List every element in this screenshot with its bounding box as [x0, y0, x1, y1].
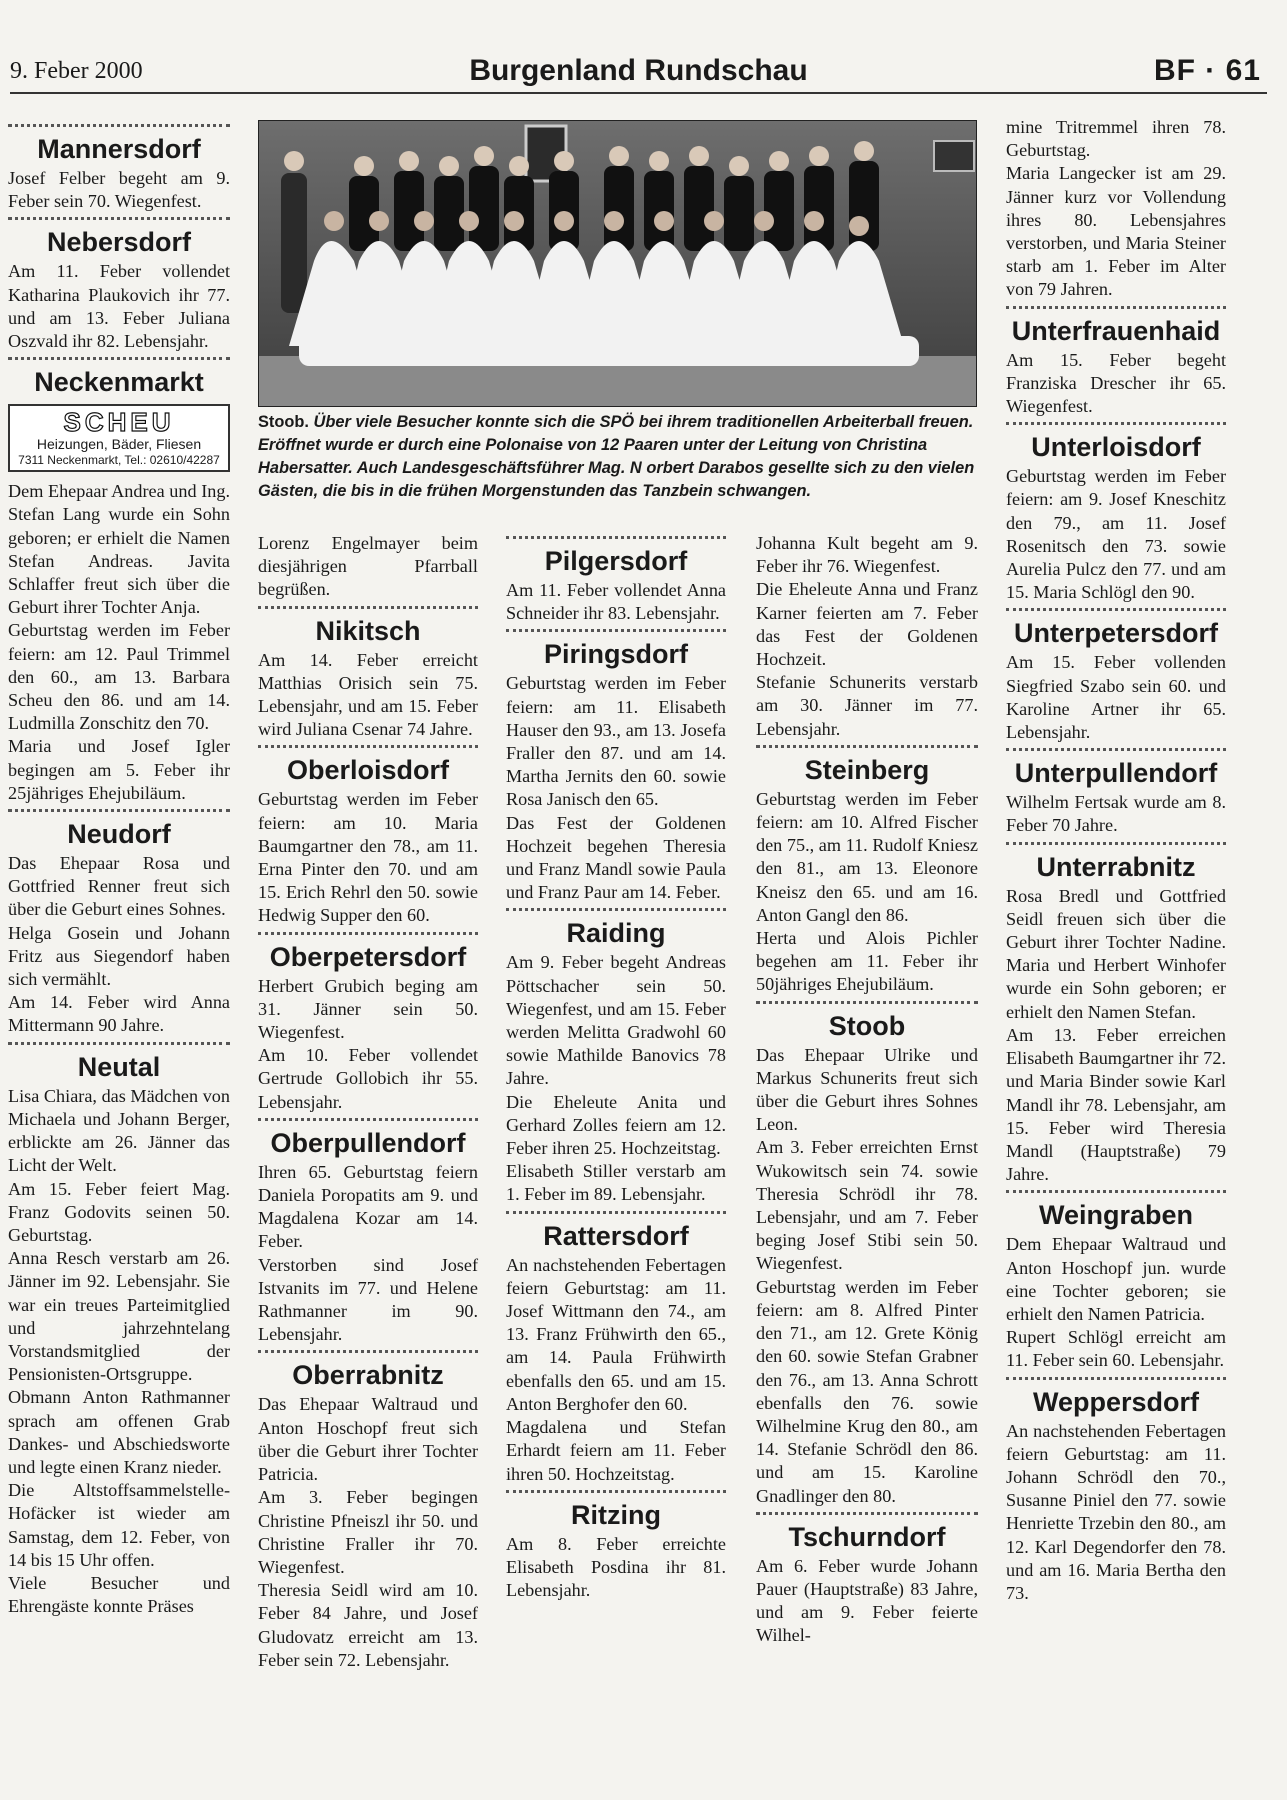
- column-2: [258, 532, 478, 1672]
- ball-photo: [258, 120, 977, 407]
- news-text: Johanna Kult begeht am 9. Feber ihr 76. Wiegenfest.: [756, 533, 978, 577]
- news-text: Theresia Seidl wird am 10. Feber 84 Jahre, und Josef Gludovatz erreicht am 13. Feber sein 72. Lebensjahr.: [258, 1580, 478, 1670]
- divider: [506, 1211, 726, 1214]
- news-text: Rosa Bredl und Gottfried Seidl freuen sich über die Geburt ihrer Tochter Nadine. Maria und Herbert Winhofer wurde ein Sohn geboren; er erhielt den Namen Stefan.: [1006, 885, 1226, 1022]
- place-heading: Nebersdorf: [46, 227, 192, 258]
- divider: [258, 1118, 478, 1121]
- place-heading: Stoob: [828, 1010, 906, 1041]
- news-text: Geburtstag werden im Feber feiern: am 12. Paul Trimmel den 60., am 13. Barbara Scheu den 86. und am 14. Ludmilla Zonschitz den 70.: [8, 620, 230, 734]
- divider: [506, 908, 726, 911]
- issue-date: 9. Feber 2000: [10, 58, 143, 84]
- divider: [8, 1042, 230, 1045]
- place-heading: Unterrabnitz: [1036, 851, 1196, 882]
- divider: [8, 357, 230, 360]
- divider: [1006, 748, 1226, 751]
- place-heading: Weingraben: [1038, 1200, 1194, 1231]
- place-heading: Oberpullendorf: [270, 1127, 466, 1158]
- news-text: Am 13. Feber erreichen Elisabeth Baumgartner ihr 72. und Maria Binder sowie Karl Mandl ihr 78. Lebensjahr, am 15. Feber wird Theresia Mandl (Hauptstraße) 79 Jahre.: [1006, 1024, 1226, 1185]
- ad-brand: SCHEU: [63, 407, 175, 438]
- caption-place: Stoob.: [258, 413, 309, 431]
- news-text: Das Fest der Goldenen Hochzeit begehen Theresia und Franz Mandl sowie Paula und Franz Paur am 14. Feber.: [506, 812, 726, 903]
- news-text: Das Ehepaar Waltraud und Anton Hoschopf freut sich über die Geburt ihrer Tochter Patricia.: [258, 1394, 478, 1485]
- news-text: Am 15. Feber feiert Mag. Franz Godovits seinen 50. Geburtstag.: [8, 1178, 230, 1245]
- news-text: Am 3. Feber erreichten Ernst Wukowitsch sein 74. sowie Theresia Schrödl ihr 78. Lebensjahr, und am 7. Feber beging Josef Stibi sein 50. Wiegenfest.: [756, 1137, 978, 1274]
- column-4: [756, 532, 978, 1648]
- news-text: Am 8. Feber erreichte Elisabeth Posdina ihr 81. Lebensjahr.: [506, 1533, 726, 1601]
- place-heading: Unterpetersdorf: [1013, 618, 1219, 649]
- divider: [756, 1001, 978, 1004]
- divider: [506, 629, 726, 632]
- news-text: Herta und Alois Pichler begehen am 11. Feber ihr 50jähriges Ehejubiläum.: [756, 928, 978, 995]
- news-text: Lisa Chiara, das Mädchen von Michaela und Johann Berger, erblickte am 26. Jänner das Licht der Welt.: [8, 1085, 230, 1176]
- news-text: Josef Felber begeht am 9. Feber sein 70. Wiegenfest.: [8, 168, 230, 212]
- divider: [506, 1490, 726, 1493]
- divider: [1006, 608, 1226, 611]
- news-text: Geburtstag werden im Feber feiern: am 11. Elisabeth Hauser den 93., am 13. Josefa Fraller den 87. und am 14. Martha Jernits den 60. sowie Rosa Janisch den 65.: [506, 673, 726, 810]
- divider: [1006, 842, 1226, 845]
- news-text: Geburtstag werden im Feber feiern: am 10. Alfred Fischer den 75., am 11. Rudolf Kniesz den 81., am 13. Eleonore Kneisz den 65. und am 16. Anton Gangl den 86.: [756, 788, 978, 925]
- news-text: Die Eheleute Anita und Gerhard Zolles feiern am 12. Feber ihren 25. Hochzeitstag.: [506, 1091, 726, 1159]
- news-text: Ihren 65. Geburtstag feiern Daniela Poropatits am 9. und Magdalena Kozar am 14. Feber.: [258, 1161, 478, 1252]
- divider: [258, 606, 478, 609]
- place-heading: Piringsdorf: [543, 639, 688, 670]
- place-heading: Ritzing: [571, 1499, 661, 1530]
- news-text: Anna Resch verstarb am 26. Jänner im 92. Lebensjahr. Sie war ein treues Parteimitglied und jahrzehntelang Vorstandsmitglied der Pensionisten-Ortsgruppe. Obmann Anton Rathmanner sprach am offenen Grab Dankes- und Abschiedsworte und legte einen Kranz nieder.: [8, 1248, 230, 1477]
- divider: [258, 745, 478, 748]
- ad-line-2: 7311 Neckenmarkt, Tel.: 02610/42287: [18, 453, 220, 468]
- news-text: Geburtstag werden im Feber feiern: am 8. Alfred Pinter den 71., am 12. Grete König den 60. sowie Stefan Grabner den 76., am 13. Anna Schrott ebenfalls den 76. sowie Wilhelmine Krug den 80., am 14. Stefanie Schrödl den 86. und am 15. Karoline Gnadlinger den 80.: [756, 1276, 978, 1506]
- divider: [8, 124, 230, 127]
- news-text: Die Eheleute Anna und Franz Karner feierten am 7. Feber das Fest der Goldenen Hochzeit.: [756, 579, 978, 670]
- place-heading: Oberrabnitz: [292, 1360, 444, 1391]
- divider: [756, 1512, 978, 1515]
- news-text: An nachstehenden Febertagen feiern Geburtstag: am 11. Johann Schrödl den 70., Susanne Piniel den 77. sowie Henriette Trzebin den 80., am 12. Karl Degendorfer den 78. und am 16. Maria Bertha den 73.: [1006, 1420, 1226, 1603]
- news-text: mine Tritremmel ihren 78. Geburtstag.: [1006, 117, 1226, 161]
- page-header: [10, 52, 1267, 94]
- place-heading: Mannersdorf: [37, 134, 201, 164]
- ball-photo-drawing: [259, 121, 976, 406]
- place-heading: Unterloisdorf: [1031, 432, 1201, 463]
- divider: [258, 932, 478, 935]
- newspaper-title: Burgenland Rundschau: [469, 54, 808, 87]
- place-heading: Nikitsch: [315, 615, 421, 646]
- news-text: Am 11. Feber vollendet Anna Schneider ihr 83. Lebensjahr.: [506, 580, 726, 624]
- news-text: Magdalena und Stefan Erhardt feiern am 11. Feber ihren 50. Hochzeitstag.: [506, 1417, 726, 1484]
- news-text: Geburtstag werden im Feber feiern: am 10. Maria Baumgartner den 78., am 11. Erna Pinter den 70. und am 15. Erich Rehrl den 50. sowie Hedwig Supper den 60.: [258, 789, 478, 926]
- news-text: Das Ehepaar Ulrike und Markus Schunerits freut sich über die Geburt ihres Sohnes Leon.: [756, 1044, 978, 1135]
- caption-text: Über viele Besucher konnte sich die SPÖ bei ihrem traditionellen Arbeiterball freuen. Eröffnet wurde er durch eine Polonaise von 12 Paaren unter der Leitung von Christina Habersatter. Auch Landesgeschäftsführer Mag. N orbert Darabos gesellte sich zu den vielen Gästen, die bis in die frühen Morgenstunden das Tanzbein schwangen.: [258, 413, 975, 500]
- news-text: Das Ehepaar Rosa und Gottfried Renner freut sich über die Geburt eines Sohnes.: [8, 853, 230, 920]
- divider: [258, 1350, 478, 1353]
- news-text: Maria und Josef Igler begingen am 5. Feber ihr 25jähriges Ehejubiläum.: [8, 736, 230, 803]
- divider: [1006, 1377, 1226, 1380]
- place-heading: Tschurndorf: [788, 1521, 946, 1552]
- news-text: Am 14. Feber wird Anna Mittermann 90 Jahre.: [8, 992, 230, 1036]
- ad-line-1: Heizungen, Bäder, Fliesen: [36, 436, 202, 453]
- advertisement-scheu: [8, 404, 230, 472]
- place-heading: Oberloisdorf: [286, 755, 449, 786]
- divider: [756, 745, 978, 748]
- column-3: [506, 532, 726, 1602]
- divider: [8, 217, 230, 220]
- news-text: Am 10. Feber vollendet Gertrude Gollobich ihr 55. Lebensjahr.: [258, 1045, 478, 1112]
- news-text: Geburtstag werden im Feber feiern: am 9. Josef Kneschitz den 79., am 11. Josef Rosenitsch den 73. sowie Aurelia Pulcz den 77. und am 15. Maria Schlögl den 90.: [1006, 466, 1226, 603]
- news-text: Lorenz Engelmayer beim diesjährigen Pfarrball begrüßen.: [258, 533, 478, 600]
- news-text: Am 3. Feber begingen Christine Pfneiszl ihr 50. und Christine Fraller ihr 70. Wiegenfest.: [258, 1487, 478, 1577]
- news-text: Am 11. Feber vollendet Katharina Plaukovich ihr 77. und am 13. Feber Juliana Oszvald ihr 82. Lebensjahr.: [8, 261, 230, 352]
- page-number: BF · 61: [1153, 54, 1261, 87]
- place-heading: Steinberg: [804, 754, 930, 785]
- news-text: Wilhelm Fertsak wurde am 8. Feber 70 Jahre.: [1006, 792, 1226, 836]
- place-heading: Oberpetersdorf: [269, 941, 467, 972]
- news-text: Am 15. Feber begeht Franziska Drescher ihr 65. Wiegenfest.: [1006, 349, 1226, 417]
- divider: [1006, 422, 1226, 425]
- photo-caption: [258, 411, 975, 503]
- place-heading: Raiding: [566, 918, 666, 949]
- place-heading: Neudorf: [67, 819, 171, 850]
- news-text: Dem Ehepaar Andrea und Ing. Stefan Lang wurde ein Sohn geboren; er erhielt die Namen Stefan Andreas. Javita Schlaffer freut sich über die Geburt ihrer Tochter Anja.: [8, 481, 230, 618]
- news-text: Die Altstoffsammelstelle-Hofäcker ist wieder am Samstag, dem 12. Feber, von 14 bis 15 Uhr offen.: [8, 1480, 230, 1570]
- place-heading: Neckenmarkt: [34, 367, 204, 398]
- column-1: [8, 120, 230, 1618]
- place-heading: Unterfrauenhaid: [1011, 315, 1221, 346]
- news-text: Verstorben sind Josef Istvanits im 77. und Helene Rathmanner im 90. Lebensjahr.: [258, 1254, 478, 1345]
- news-text: Rupert Schlögl erreicht am 11. Feber sein 60. Lebensjahr.: [1006, 1327, 1226, 1371]
- place-heading: Unterpullendorf: [1014, 758, 1218, 789]
- column-5: [1006, 116, 1226, 1605]
- news-text: Stefanie Schunerits verstarb am 30. Jänner im 77. Lebensjahr.: [756, 672, 978, 739]
- divider: [506, 536, 726, 539]
- place-heading: Pilgersdorf: [544, 546, 688, 576]
- news-text: Viele Besucher und Ehrengäste konnte Präses: [8, 1572, 230, 1617]
- news-text: Elisabeth Stiller verstarb am 1. Feber im 89. Lebensjahr.: [506, 1161, 726, 1205]
- divider: [8, 809, 230, 812]
- news-text: Maria Langecker ist am 29. Jänner kurz vor Vollendung ihres 80. Lebensjahres verstorben, und Maria Steiner starb am 1. Feber im Alter von 79 Jahren.: [1006, 163, 1226, 300]
- news-text: Am 14. Feber erreicht Matthias Orisich sein 75. Lebensjahr, und am 15. Feber wird Juliana Csenar 74 Jahre.: [258, 649, 478, 740]
- news-text: An nachstehenden Febertagen feiern Geburtstag: am 11. Josef Wittmann den 74., am 13. Franz Frühwirth den 65., am 14. Paula Frühwirth ebenfalls den 65. und am 15. Anton Berghofer den 60.: [506, 1254, 726, 1414]
- news-text: Helga Gosein und Johann Fritz aus Siegendorf haben sich vermählt.: [8, 922, 230, 990]
- divider: [1006, 1190, 1226, 1193]
- news-text: Am 9. Feber begeht Andreas Pöttschacher sein 50. Wiegenfest, und am 15. Feber werden Melitta Gradwohl 60 sowie Mathilde Banovics 78 Jahre.: [506, 952, 726, 1089]
- news-text: Am 6. Feber wurde Johann Pauer (Hauptstraße) 83 Jahre, und am 9. Feber feierte Wilhel-: [756, 1555, 978, 1646]
- news-text: Am 15. Feber vollenden Siegfried Szabo sein 60. und Karoline Artner ihr 65. Lebensjahr.: [1006, 652, 1226, 743]
- place-heading: Weppersdorf: [1032, 1386, 1200, 1417]
- place-heading: Rattersdorf: [543, 1220, 689, 1251]
- news-text: Herbert Grubich beging am 31. Jänner sein 50. Wiegenfest.: [258, 975, 478, 1043]
- divider: [1006, 306, 1226, 309]
- place-heading: Neutal: [77, 1051, 161, 1082]
- news-text: Dem Ehepaar Waltraud und Anton Hoschopf jun. wurde eine Tochter geboren; sie erhielt den Namen Patricia.: [1006, 1234, 1226, 1324]
